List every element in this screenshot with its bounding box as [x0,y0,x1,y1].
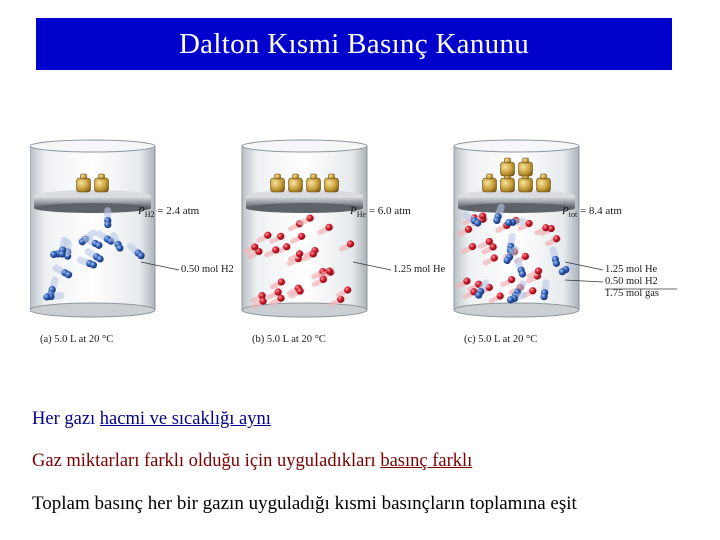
cylinder-glass [30,146,155,310]
he-atom [535,267,542,274]
bullet-2-underlined: basınç farklı [380,451,473,471]
he-atom [275,288,282,295]
weight [501,162,515,176]
h2-atom [474,219,481,226]
he-atom [298,233,305,240]
h2-atom [96,255,103,262]
he-atom [463,277,470,284]
he-atom [491,254,498,261]
weight [537,178,551,192]
pressure-label: $P_{tot} = 8.4$ atm [562,205,622,219]
he-atom [479,212,486,219]
he-atom [277,233,284,240]
weight-knob [81,174,87,179]
he-atom [325,224,332,231]
bullet-different-pressure [32,451,472,472]
h2-atom [137,252,144,259]
he-atom [469,243,476,250]
he-atom [278,278,285,285]
cylinder-base [30,303,155,317]
pressure-label: $P_{He} = 6.0$ atm [350,205,411,219]
weight [519,162,533,176]
bullet-same-volume-temperature [32,409,271,430]
cylinder-panel-2 [242,140,446,345]
cylinder-rim [30,140,155,152]
weight [95,178,109,192]
he-atom [347,240,354,247]
piston-bottom [34,203,151,213]
he-atom [259,298,266,305]
weight [325,178,339,192]
cylinder-glass [242,146,367,310]
he-atom [542,224,549,231]
he-atom [489,243,496,250]
h2-atom [553,260,560,267]
he-atom [283,243,290,250]
h2-atom [43,293,50,300]
he-atom [251,243,258,250]
he-atom [553,235,560,242]
weight-knob [99,174,105,179]
weight [501,178,515,192]
amount-label-1: 0.50 mol H2 [181,264,234,275]
he-atom [508,276,515,283]
bullet-2-prefix: Gaz miktarları farklı olduğu için uyguladıkları [32,451,381,471]
amount-label-2: 0.50 mol H2 [605,276,658,287]
weight-knob [505,158,511,163]
h2-atom [58,250,65,257]
amount-label-3: 1.75 mol gas [605,288,659,299]
weight [289,178,303,192]
he-atom [320,276,327,283]
cylinder-panel-3 [454,140,677,345]
weight-knob [487,174,493,179]
h2-atom [104,221,111,228]
cylinder-panel-1 [30,140,234,345]
h2-atom [504,257,511,264]
weight-knob [293,174,299,179]
title-bar [36,18,672,70]
he-atom [296,287,303,294]
he-atom [465,226,472,233]
bullet-total-pressure: Toplam basınç her bir gazın uyguladığı kısmi basınçların toplamına eşit [32,493,577,514]
h2-atom [65,271,72,278]
he-atom [497,292,504,299]
weight [271,178,285,192]
pressure-label: $P_{H2} = 2.4$ atm [138,205,200,219]
he-atom [310,250,317,257]
panel-caption: (a) 5.0 L at 20 °C [40,334,114,345]
amount-label-1: 1.25 mol He [605,264,658,275]
dalton-figure [30,130,710,355]
he-atom [306,214,313,221]
h2-atom [519,270,526,277]
bullet-1-underlined: hacmi ve sıcaklığı aynı [99,409,271,429]
amount-label-1: 1.25 mol He [393,264,446,275]
weight-knob [541,174,547,179]
bullet-1-prefix: Her gazı [32,409,100,429]
weight-knob [311,174,317,179]
h2-atom [116,244,123,251]
weight [307,178,321,192]
cylinder-rim [242,140,367,152]
h2-atom [50,251,57,258]
h2-atom [540,293,547,300]
slide-title: Dalton Kısmi Basınç Kanunu [178,27,530,60]
he-atom [326,267,333,274]
he-atom [272,246,279,253]
weight [483,178,497,192]
weight-knob [523,158,529,163]
piston-bottom [458,203,575,213]
weight-knob [275,174,281,179]
h2-atom [493,217,500,224]
h2-atom [90,261,97,268]
weight-knob [329,174,335,179]
he-atom [522,253,529,260]
panel-caption: (b) 5.0 L at 20 °C [252,334,326,345]
he-atom [296,250,303,257]
he-atom [264,232,271,239]
weight [77,178,91,192]
he-atom [277,295,284,302]
h2-atom [475,291,482,298]
weight [519,178,533,192]
panel-caption: (c) 5.0 L at 20 °C [464,334,538,345]
h2-atom [507,296,514,303]
he-atom [525,220,532,227]
he-atom [529,287,536,294]
h2-atom [559,268,566,275]
piston-bottom [246,203,363,213]
cylinder-base [454,303,579,317]
cylinder-rim [454,140,579,152]
h2-atom [505,219,512,226]
h2-atom [95,242,102,249]
he-atom [344,286,351,293]
